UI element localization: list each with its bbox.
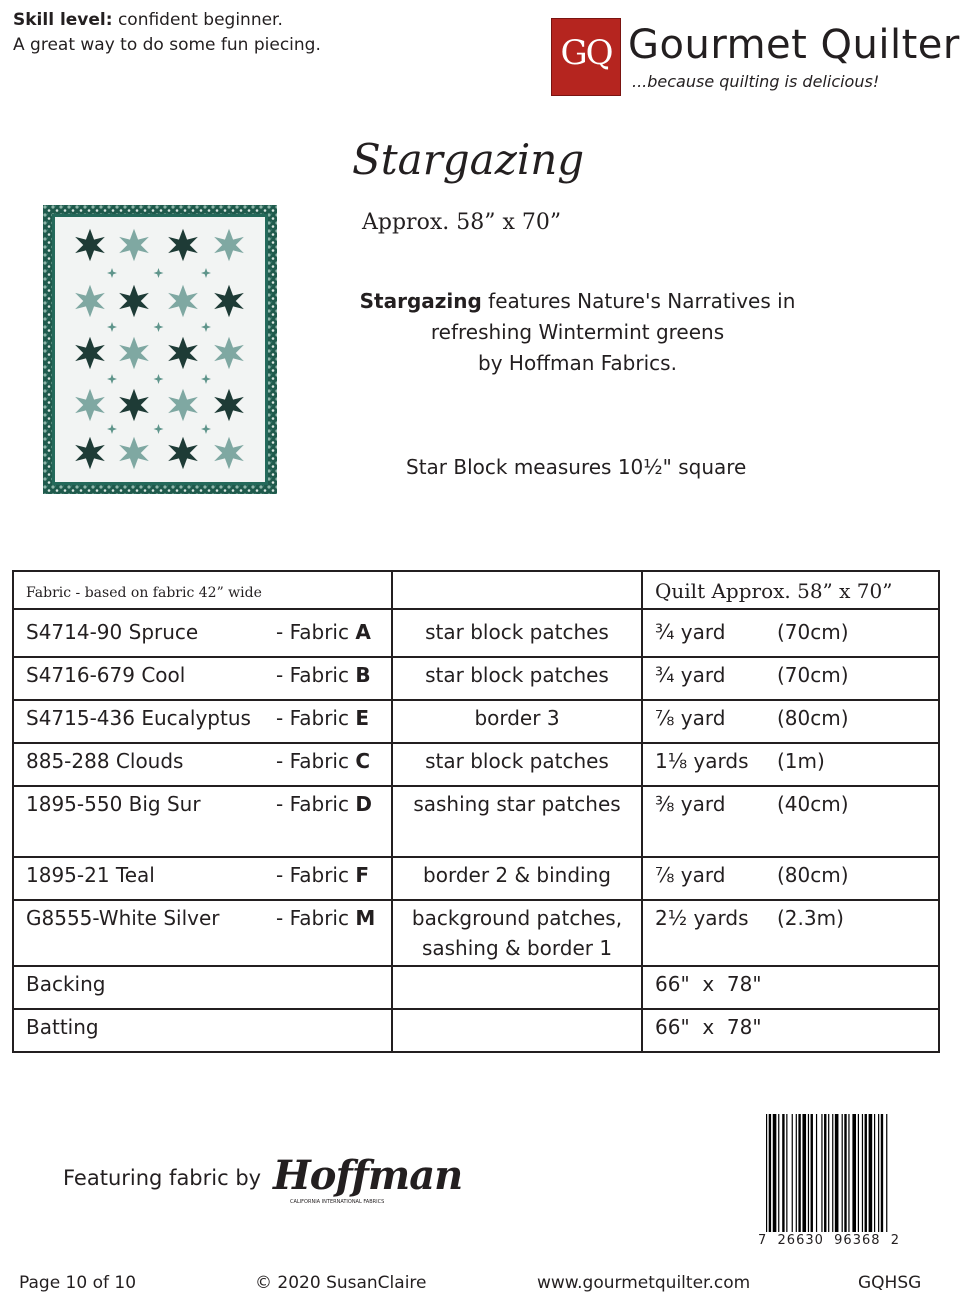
fabric-use: star block patches	[392, 657, 642, 700]
fabric-letter: M	[355, 906, 376, 930]
backing-use	[392, 966, 642, 1009]
barcode-bar	[792, 1114, 793, 1232]
fabric-code-prefix: - Fabric	[276, 749, 356, 773]
backing-size: 66" x 78"	[642, 966, 939, 1009]
fabric-qty: ⅞ yard	[655, 706, 726, 730]
fabric-name: S4716-679 Cool	[26, 663, 186, 687]
table-header-row	[13, 571, 939, 609]
barcode-bar	[874, 1114, 875, 1232]
barcode-bar	[852, 1114, 856, 1232]
barcode-bar	[869, 1114, 873, 1232]
barcode-bar	[816, 1114, 817, 1232]
header-fabric: Fabric - based on fabric 42” wide	[13, 571, 392, 609]
featuring-label: Featuring fabric by	[63, 1166, 262, 1190]
header-quantity: Quilt Approx. 58” x 70”	[642, 571, 939, 609]
fabric-use-line-2: sashing & border 1	[421, 936, 613, 960]
barcode-bar	[862, 1114, 863, 1232]
batting-use	[392, 1009, 642, 1052]
fabric-qty: ⅞ yard	[655, 863, 726, 887]
fabric-letter: D	[355, 792, 372, 816]
desc-bold: Stargazing	[359, 289, 482, 313]
barcode-bar	[766, 1114, 767, 1232]
fabric-metric: (80cm)	[777, 863, 849, 887]
fabric-code-prefix: - Fabric	[276, 792, 356, 816]
fabric-use: sashing star patches	[392, 786, 642, 857]
website: www.gourmetquilter.com	[537, 1273, 751, 1293]
fabric-code	[276, 789, 372, 819]
fabric-letter: F	[355, 863, 369, 887]
fabric-use: background patches,	[411, 906, 623, 930]
table-row	[13, 857, 939, 900]
fabric-qty: ⅜ yard	[655, 792, 726, 816]
barcode-bar	[811, 1114, 813, 1232]
fabric-name: 885-288 Clouds	[26, 749, 184, 773]
barcode-bar	[848, 1114, 849, 1232]
fabric-qty: ¾ yard	[655, 663, 726, 687]
skill-label: Skill level:	[13, 10, 113, 30]
fabric-name: S4715-436 Eucalyptus	[26, 706, 251, 730]
fabric-code	[276, 903, 375, 933]
barcode-bar	[881, 1114, 883, 1232]
fabric-code	[276, 703, 369, 733]
fabric-metric: (40cm)	[777, 792, 849, 816]
fabric-qty: 1⅛ yards	[655, 749, 749, 773]
fabric-qty: 2½ yards	[655, 906, 749, 930]
hoffman-sub: CALIFORNIA INTERNATIONAL FABRICS	[290, 1199, 385, 1205]
backing-label: Backing	[13, 966, 392, 1009]
barcode-digits: 7 26630 96368 2	[758, 1233, 901, 1248]
fabric-metric: (80cm)	[777, 706, 849, 730]
fabric-letter: B	[355, 663, 371, 687]
barcode-bar	[865, 1114, 867, 1232]
barcode-bar	[808, 1114, 809, 1232]
pattern-size: Approx. 58” x 70”	[362, 210, 562, 235]
fabric-metric: (1m)	[777, 749, 825, 773]
fabric-letter: A	[355, 620, 371, 644]
barcode-bar	[798, 1114, 800, 1232]
table-row	[13, 700, 939, 743]
gq-logo	[551, 18, 621, 96]
barcode-bar	[796, 1114, 797, 1232]
fabric-name: 1895-550 Big Sur	[26, 792, 201, 816]
copyright: © 2020 SusanClaire	[255, 1273, 427, 1293]
fabric-qty: ¾ yard	[655, 620, 726, 644]
barcode-bar	[828, 1114, 829, 1232]
barcode-bar	[778, 1114, 779, 1232]
fabric-table	[12, 570, 940, 1053]
barcode	[763, 1114, 939, 1238]
barcode-bar	[832, 1114, 833, 1232]
fabric-code-prefix: - Fabric	[276, 663, 356, 687]
fabric-code	[276, 617, 371, 647]
fabric-metric: (70cm)	[777, 663, 849, 687]
table-row	[13, 900, 939, 966]
logo-mark: GQ	[560, 33, 612, 73]
fabric-name: G8555-White Silver	[26, 906, 220, 930]
page-number: Page 10 of 10	[19, 1273, 137, 1293]
barcode-bar	[886, 1114, 887, 1232]
skill-value: confident beginner.	[112, 10, 283, 30]
skill-note: A great way to do some fun piecing.	[13, 35, 321, 55]
barcode-bar	[786, 1114, 787, 1232]
barcode-bar	[835, 1114, 839, 1232]
barcode-bar	[878, 1114, 879, 1232]
fabric-use: border 2 & binding	[392, 857, 642, 900]
barcode-bar	[802, 1114, 806, 1232]
fabric-metric: (2.3m)	[777, 906, 844, 930]
table-row	[13, 1009, 939, 1052]
fabric-code-prefix: - Fabric	[276, 706, 356, 730]
fabric-name: S4714-90 Spruce	[26, 620, 199, 644]
batting-size: 66" x 78"	[642, 1009, 939, 1052]
fabric-code	[276, 860, 369, 890]
fabric-metric: (70cm)	[777, 620, 849, 644]
fabric-letter: E	[355, 706, 369, 730]
barcode-bar	[782, 1114, 784, 1232]
desc-line-2: refreshing Wintermint greens	[430, 320, 725, 344]
fabric-use: star block patches	[392, 743, 642, 786]
hoffman-logo: Hoffman	[273, 1152, 463, 1199]
fabric-code	[276, 746, 370, 776]
barcode-bar	[844, 1114, 846, 1232]
fabric-use: border 3	[392, 700, 642, 743]
barcode-bar	[821, 1114, 822, 1232]
logo-name: Gourmet Quilter	[628, 22, 960, 68]
pattern-title: Stargazing	[352, 135, 585, 184]
logo-tagline: ...because quilting is delicious!	[632, 72, 880, 91]
fabric-code-prefix: - Fabric	[276, 906, 356, 930]
table-row	[13, 786, 939, 857]
barcode-bar	[842, 1114, 843, 1232]
skill-level	[13, 8, 321, 58]
table-row	[13, 966, 939, 1009]
fabric-letter: C	[355, 749, 371, 773]
fabric-use: star block patches	[392, 609, 642, 657]
desc-line-3: by Hoffman Fabrics.	[478, 351, 677, 375]
fabric-name: 1895-21 Teal	[26, 863, 155, 887]
fabric-code	[276, 660, 371, 690]
pattern-code: GQHSG	[858, 1273, 922, 1293]
barcode-bar	[858, 1114, 859, 1232]
fabric-code-prefix: - Fabric	[276, 620, 356, 644]
batting-label: Batting	[13, 1009, 392, 1052]
block-measure: Star Block measures 10½" square	[406, 455, 747, 479]
pattern-description	[340, 286, 815, 379]
quilt-image	[43, 205, 277, 494]
fabric-code-prefix: - Fabric	[276, 863, 356, 887]
barcode-bar	[769, 1114, 771, 1232]
barcode-bar	[824, 1114, 826, 1232]
header-use	[392, 571, 642, 609]
desc-line-1: features Nature's Narratives in	[481, 289, 796, 313]
table-row	[13, 609, 939, 657]
table-row	[13, 657, 939, 700]
barcode-bar	[773, 1114, 777, 1232]
table-row	[13, 743, 939, 786]
